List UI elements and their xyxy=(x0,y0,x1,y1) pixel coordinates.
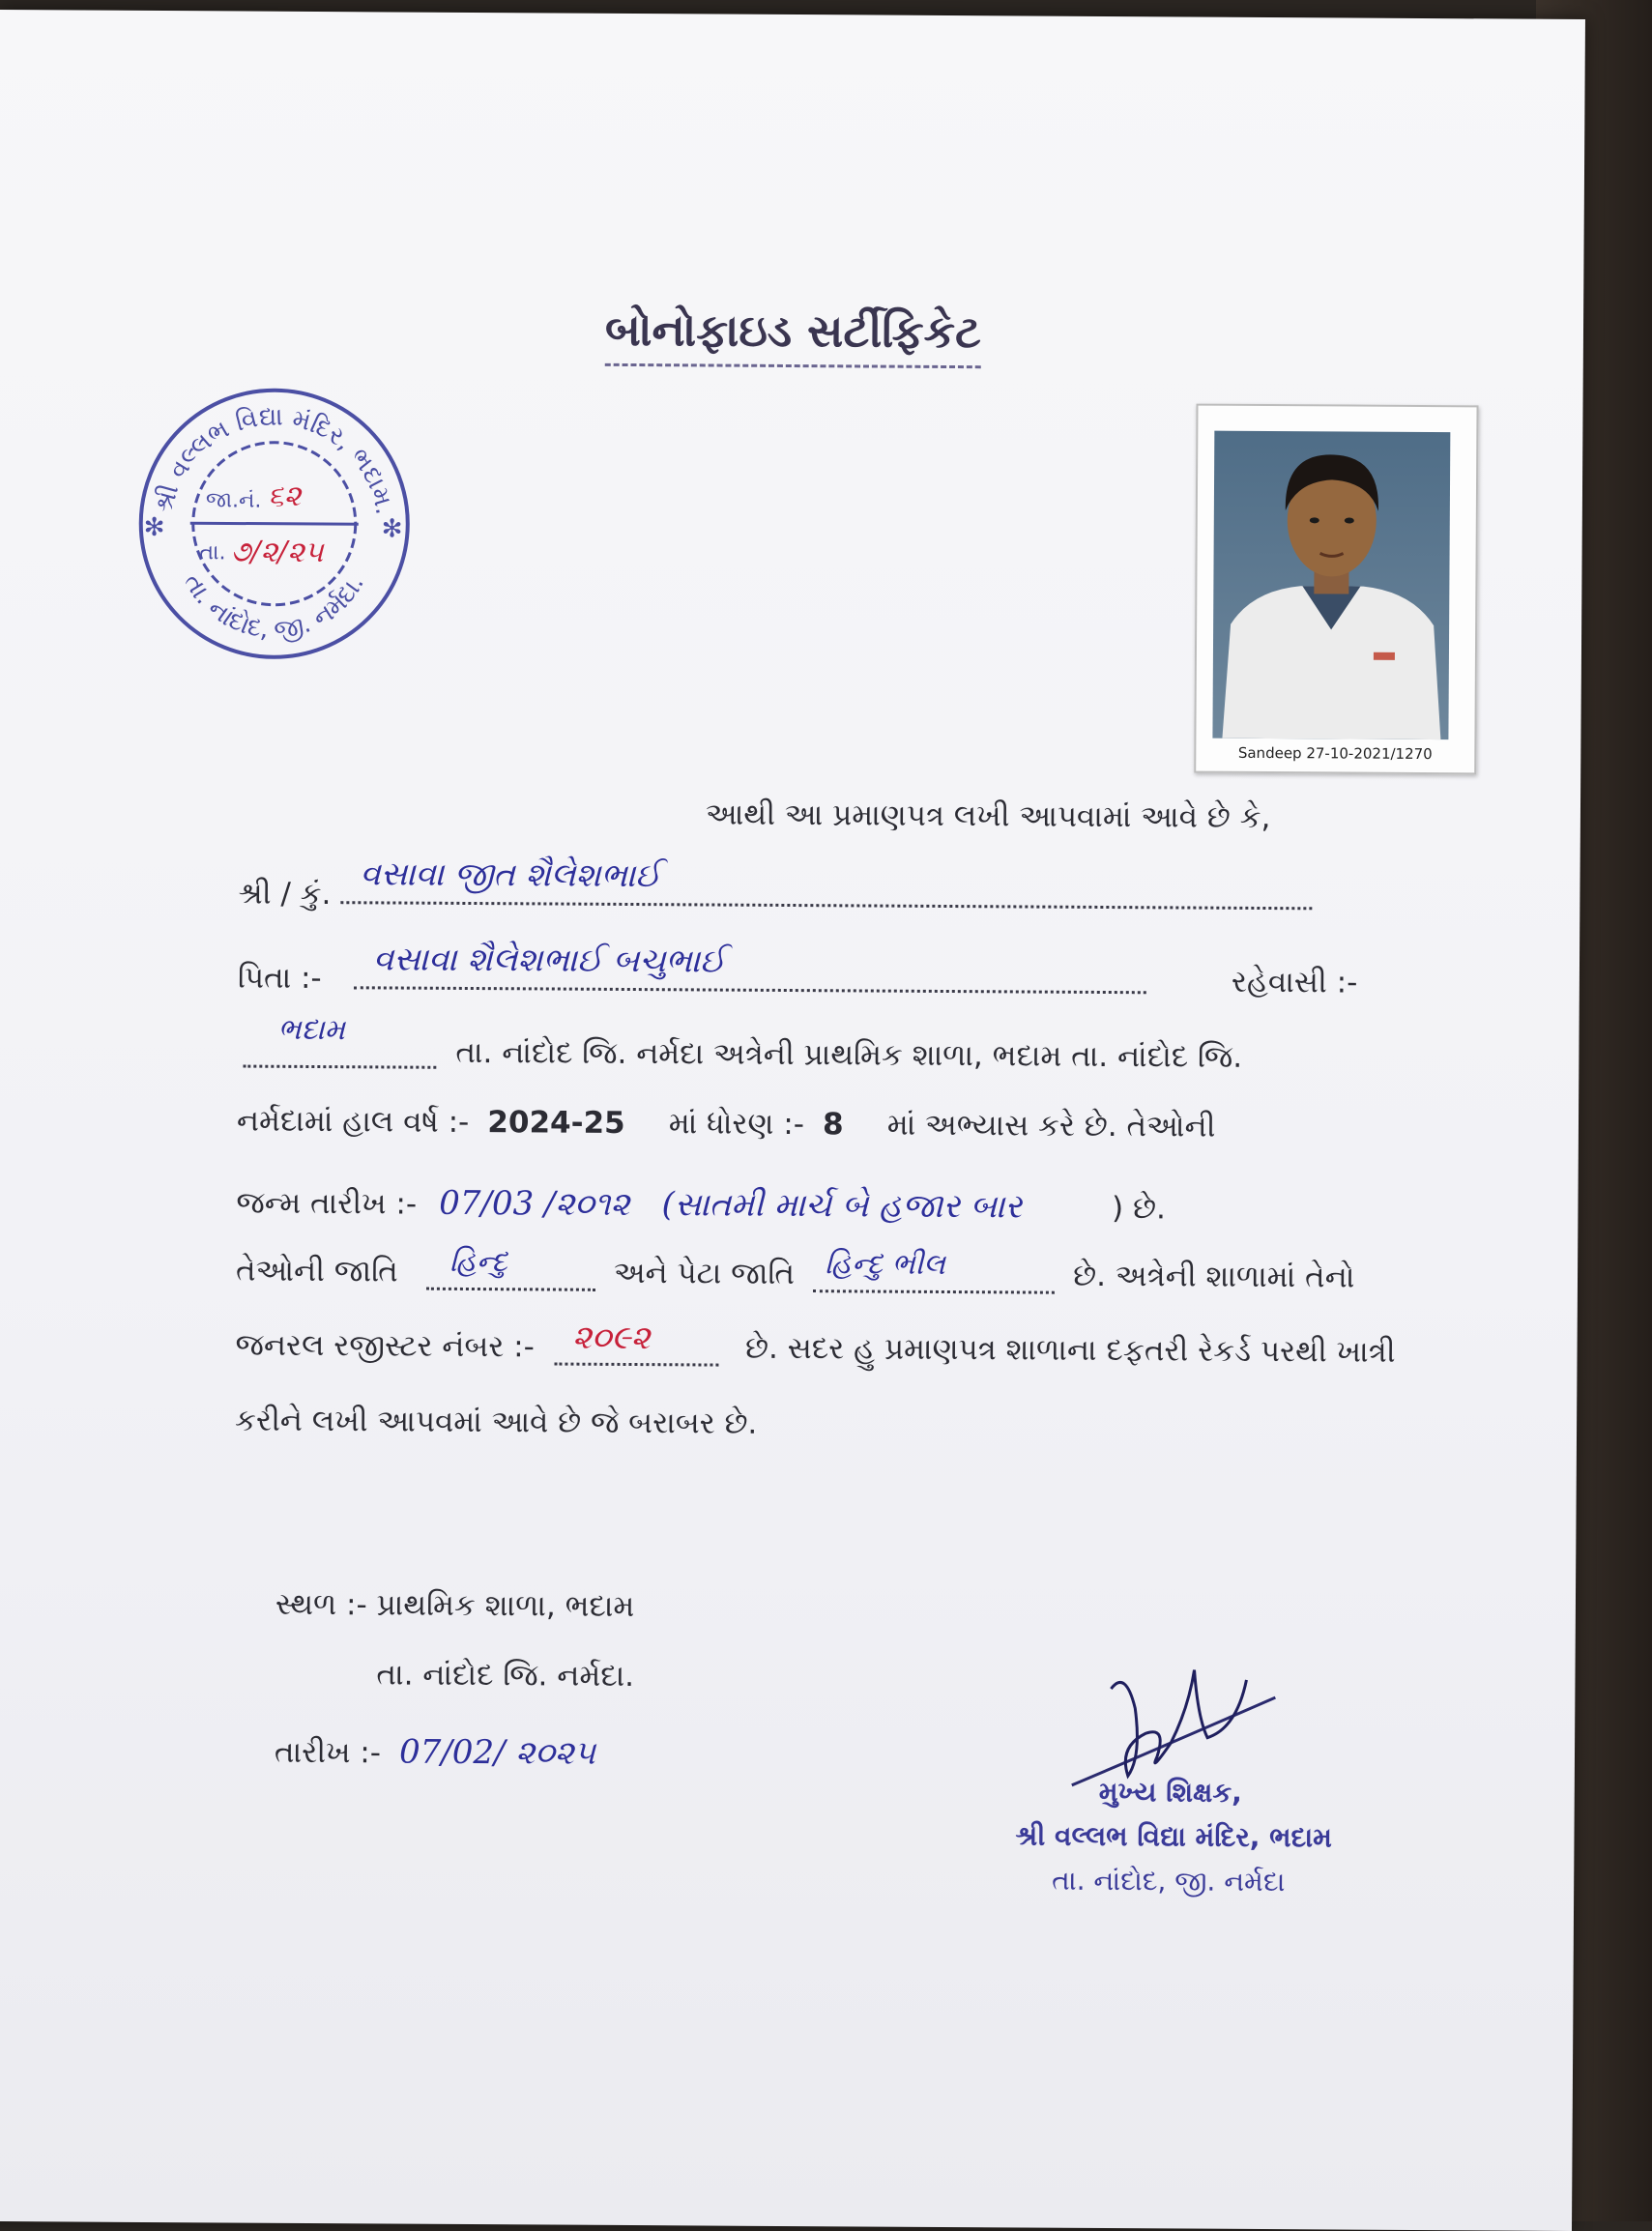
student-name: વસાવા જીત શૈલેશભાઈ xyxy=(360,855,661,896)
resident-label: રહેવાસી :- xyxy=(1231,964,1358,1000)
register-number: ૨૦૯૨ xyxy=(571,1318,651,1358)
subcaste-field xyxy=(813,1247,1055,1294)
address-line: તા. નાંદોદ જિ. નર્મદા અત્રેની પ્રાથમિક શાળા, ભદામ તા. નાંદોદ જિ. xyxy=(455,1034,1243,1075)
year-suffix: માં અભ્યાસ કરે છે. તેઓની xyxy=(886,1107,1216,1144)
student-portrait-image xyxy=(1212,431,1450,739)
student-photo-frame xyxy=(1194,404,1478,775)
register-label: જનરલ રજીસ્ટર નંબર :- xyxy=(235,1327,535,1365)
place-line-2: તા. નાંદોદ જિ. નર્મદા. xyxy=(376,1657,635,1695)
father-name-line xyxy=(354,940,1146,994)
stamp-top-arc: શ્રી વલ્લભ વિદ્યા મંદિર, ભદામ. xyxy=(149,402,399,517)
signatory-address: તા. નાંદોદ, જી. નર્મદા xyxy=(1052,1864,1286,1898)
birth-date-label: જન્મ તારીખ :- xyxy=(236,1185,418,1222)
issue-date: 07/02/ ૨૦૨૫ xyxy=(398,1732,596,1773)
photo-caption: Sandeep 27-10-2021/1270 xyxy=(1237,743,1433,764)
year-standard-line xyxy=(237,1104,1216,1148)
caste-field xyxy=(426,1244,595,1291)
subcaste-value: હિન્દુ ભીલ xyxy=(825,1247,946,1282)
issue-date-line xyxy=(275,1732,595,1773)
village-line xyxy=(243,1012,436,1069)
student-photo xyxy=(1212,431,1450,739)
birth-date-close: ) છે. xyxy=(1111,1191,1166,1227)
stamp-star-right: ✻ xyxy=(381,514,403,544)
closing-text: કરીને લખી આપવમાં આવે છે જે બરાબર છે. xyxy=(234,1403,758,1441)
standard-label: માં ધોરણ :- xyxy=(668,1106,805,1143)
register-line xyxy=(235,1318,1396,1377)
subcaste-label: અને પેટા જાતિ xyxy=(613,1255,796,1292)
caste-label: તેઓની જાતિ xyxy=(235,1253,398,1289)
register-field xyxy=(555,1318,719,1367)
standard-value: 8 xyxy=(822,1107,844,1143)
birth-date: 07/03 /૨૦૧૨ xyxy=(439,1183,630,1225)
father-name: વસાવા શૈલેશભાઈ બચુભાઈ xyxy=(372,940,726,981)
stamp-date-label: તા. xyxy=(199,540,226,565)
caste-suffix: છે. અત્રેની શાળામાં તેનો xyxy=(1073,1258,1355,1295)
signatory-school: શ્રી વલ્લભ વિદ્યા મંદિર, ભદામ xyxy=(1015,1819,1332,1854)
register-suffix: છે. સદર હુ પ્રમાણપત્ર શાળાના દફતરી રેકર્ડ પરથી ખાત્રી xyxy=(744,1330,1396,1370)
certificate-title: બોનોફાઇડ સર્ટીફિકેટ xyxy=(605,304,981,368)
caste-value: હિન્દુ xyxy=(449,1244,507,1280)
stamp-ref-label: જા.નં. xyxy=(205,488,262,513)
village-name: ભદામ xyxy=(277,1012,345,1048)
signatory-role: મુખ્ય શિક્ષક, xyxy=(1098,1775,1242,1809)
student-name-line xyxy=(340,855,1312,910)
stamp-date-value: ૭/૨/૨૫ xyxy=(230,535,324,570)
svg-text:તા. નાંદોદ, જી. નર્મદા. xyxy=(177,568,370,646)
intro-text: આથી આ પ્રમાણપત્ર લખી આપવામાં આવે છે કે, xyxy=(705,797,1271,836)
stamp-star-left: ✻ xyxy=(143,512,165,543)
father-label: પિતા :- xyxy=(237,960,322,997)
place-line-1: સ્થળ :- પ્રાથમિક શાળા, ભદામ xyxy=(275,1586,635,1625)
issue-date-label: તારીખ :- xyxy=(274,1734,382,1771)
birth-date-words: (સાતમી માર્ચ બે હજાર બાર xyxy=(661,1185,1023,1227)
certificate-sheet xyxy=(0,10,1585,2231)
caste-line xyxy=(235,1244,1355,1303)
stamp-ref-value: ૬૨ xyxy=(267,478,302,513)
year-prefix: નર્મદામાં હાલ વર્ષ :- xyxy=(236,1103,470,1140)
birth-date-line xyxy=(236,1183,1166,1231)
school-stamp xyxy=(133,383,416,665)
stamp-bottom-arc: તા. નાંદોદ, જી. નર્મદા. xyxy=(177,568,370,646)
academic-year: 2024-25 xyxy=(487,1105,625,1141)
student-label: શ્રી / કું. xyxy=(238,876,332,913)
